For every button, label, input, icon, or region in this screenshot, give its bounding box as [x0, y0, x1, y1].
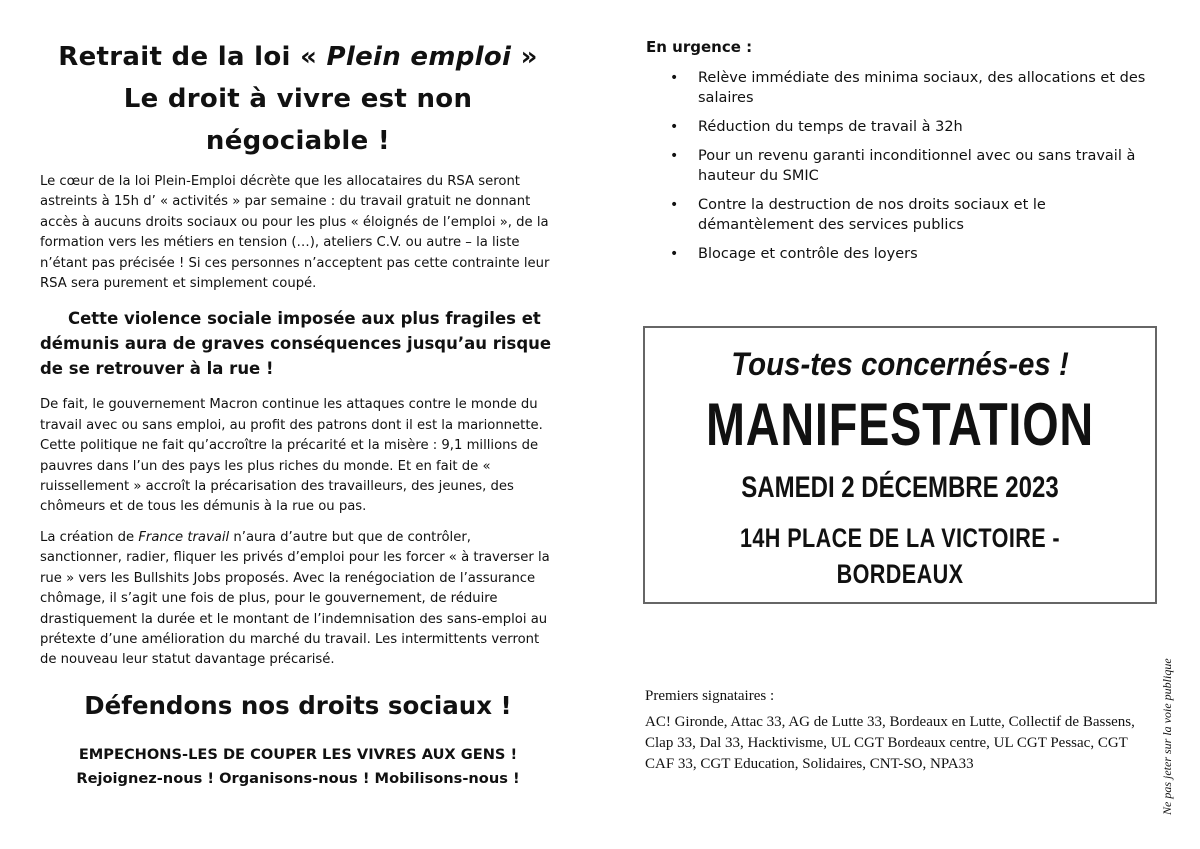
bullet-icon: •	[670, 197, 679, 213]
left-column	[40, 36, 556, 791]
right-column	[646, 36, 1166, 273]
title-line-2: Le droit à vivre est non	[123, 84, 473, 114]
violence-statement: Cette violence sociale imposée aux plus fragiles et démunis aura de graves conséquences jusqu’au risque de se retrouver à la rue !	[40, 309, 552, 379]
title-line-3: négociable !	[205, 126, 391, 156]
list-item: • Blocage et contrôle des loyers	[670, 246, 918, 262]
signataires-block	[645, 686, 1145, 775]
manifestation-date: SAMEDI 2 DÉCEMBRE 2023	[741, 471, 1059, 504]
vertical-note: Ne pas jeter sur la voie publique	[1160, 658, 1174, 815]
list-item: • Pour un revenu garanti inconditionnel avec ou sans travail à hauteur du SMIC	[670, 148, 1136, 184]
intro-paragraph: Le cœur de la loi Plein-Emploi décrète que les allocataires du RSA seront astreints à 15h d’ « activités » par semaine : du travail gratuit ne donnant accès à aucuns droits sociaux ou pour les plus « éloignés de l’emploi », de la formation vers les métiers en tension (…), ateliers C.V. ou autre – la liste n’étant pas précisée ! Si ces personnes n’acceptent pas cette contrainte leur RSA sera purement et simplement coupé.	[40, 174, 550, 292]
manifestation-box	[643, 326, 1157, 604]
france-travail-italic: France travail	[138, 529, 230, 545]
macron-paragraph: De fait, le gouvernement Macron continue les attaques contre le monde du travail avec ou sans emploi, au profit des patrons dont il est la marionnette. Cette politique ne fait qu’accroître la précarité et la misère : 9,1 millions de pauvres dans l’un des pays les plus riches du monde. Et en fait de « ruissellement » accroît la précarisation des travailleurs, des jeunes, des chômeurs et de tous les démunis à la rue ou pas.	[40, 397, 543, 515]
signataires-title: Premiers signataires :	[645, 688, 775, 704]
list-item: • Contre la destruction de nos droits sociaux et le démantèlement des services publics	[670, 197, 1046, 233]
bullet-icon: •	[670, 119, 679, 135]
main-title	[40, 36, 556, 162]
france-travail-paragraph: La création de France travail n’aura d’autre but que de contrôler, sanctionner, radier, fliquer les privés d’emploi pour les forcer « à traverser la rue » vers les Bullshits Jobs proposés. Avec la renégociation de l’assurance chômage, il s’agit une fois de plus, pour le gouvernement, de réduire drastiquement la durée et le montant de l’indemnisation des sans-emploi au prétexte d’une amélioration du marché du travail. Les intermittents verront de nouveau leur statut davantage précarisé.	[40, 529, 550, 668]
bullet-icon: •	[670, 70, 679, 86]
empechons-slogan: EMPECHONS-LES DE COUPER LES VIVRES AUX GENS !	[78, 745, 518, 763]
defendons-heading: Défendons nos droits sociaux !	[84, 690, 512, 720]
title-italic: Plein emploi	[326, 42, 512, 72]
bullet-icon: •	[670, 148, 679, 164]
urgence-list	[646, 68, 1166, 264]
list-item: • Relève immédiate des minima sociaux, des allocations et des salaires	[670, 70, 1146, 106]
title-line-1: Retrait de la loi « Plein emploi »	[58, 42, 538, 72]
manifestation-title: MANIFESTATION	[706, 391, 1094, 458]
rejoignez-slogan: Rejoignez-nous ! Organisons-nous ! Mobilisons-nous !	[76, 769, 520, 787]
urgence-title: En urgence :	[646, 38, 753, 56]
concernes-heading: Tous-tes concernés-es !	[731, 346, 1069, 382]
list-item: • Réduction du temps de travail à 32h	[670, 119, 963, 135]
signataires-list: AC! Gironde, Attac 33, AG de Lutte 33, Bordeaux en Lutte, Collectif de Bassens, Clap 33, Dal 33, Hacktivisme, UL CGT Bordeaux centre, UL CGT Pessac, CGT CAF 33, CGT Education, Solidaires, CNT-SO, NPA33	[645, 714, 1135, 772]
bullet-icon: •	[670, 246, 679, 262]
manifestation-location: 14H PLACE DE LA VICTOIRE - BORDEAUX	[739, 523, 1061, 589]
